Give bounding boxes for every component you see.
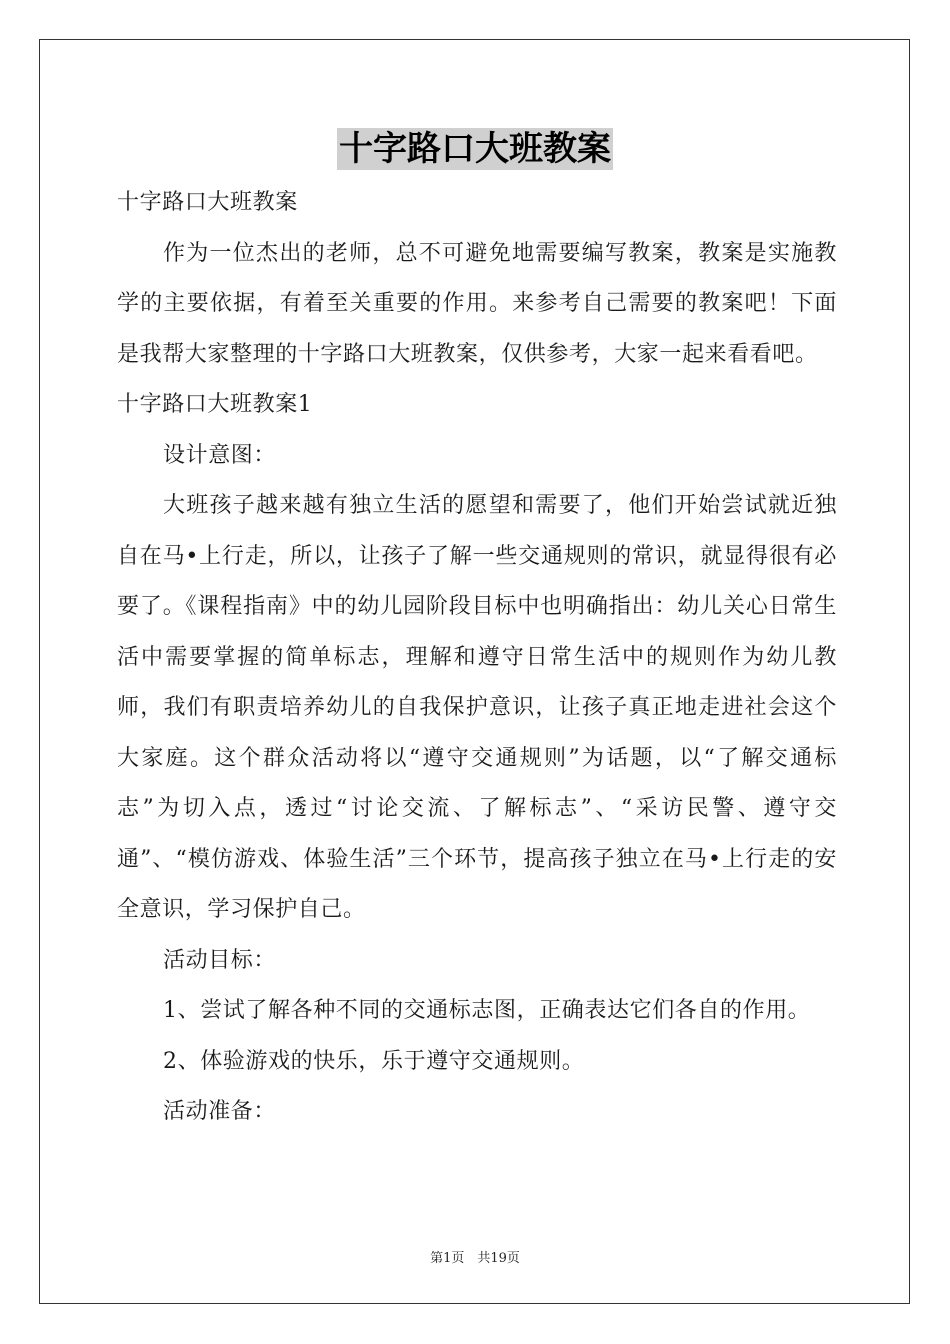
body-paragraph: 作为一位杰出的老师，总不可避免地需要编写教案，教案是实施教学的主要依据，有着至关重要的作用。来参考自己需要的教案吧！下面是我帮大家整理的十字路口大班教案，仅供参考，大家一起来看看吧。 (117, 240, 837, 367)
body-paragraph: 大班孩子越来越有独立生活的愿望和需要了，他们开始尝试就近独自在马•上行走，所以，让孩子了解一些交通规则的常识，就显得很有必要了。《课程指南》中的幼儿园阶段目标中也明确指出：幼儿关心日常生活中需要掌握的简单标志，理解和遵守日常生活中的规则作为幼儿教师，我们有职责培养幼儿的自我保护意识，让孩子真正地走进社会这个大家庭。这个群众活动将以“遵守交通规则”为话题，以“了解交通标志”为切入点，透过“讨论交流、了解标志”、“采访民警、遵守交通”、“模仿游戏、体验生活”三个环节，提高孩子独立在马•上行走的安全意识，学习保护自己。 (117, 493, 837, 922)
list-item: 2、体验游戏的快乐，乐于遵守交通规则。 (163, 1048, 585, 1074)
page-number-label: 第1页 共19页 (430, 1251, 520, 1266)
document-title: 十字路口大班教案 (339, 129, 611, 169)
body-paragraph: 活动准备： (163, 1099, 277, 1124)
body-paragraph: 活动目标： (163, 947, 277, 973)
body-paragraph: 十字路口大班教案 (117, 190, 298, 215)
section-heading: 十字路口大班教案1 (117, 392, 313, 417)
body-paragraph: 设计意图： (163, 442, 277, 468)
document-title-container (0, 128, 950, 170)
list-item: 1、尝试了解各种不同的交通标志图，正确表达它们各自的作用。 (163, 998, 811, 1023)
document-body (117, 178, 837, 1138)
page-footer (0, 1247, 950, 1266)
